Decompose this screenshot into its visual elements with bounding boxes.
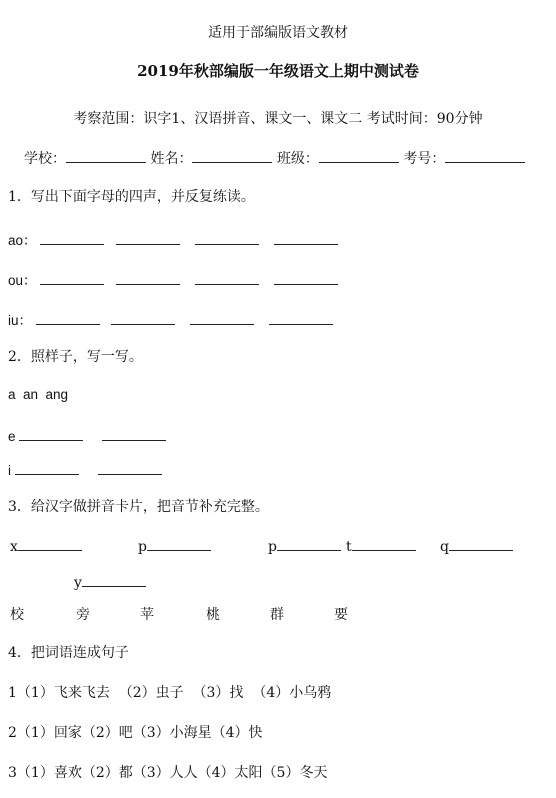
school-field[interactable] [66, 148, 146, 163]
initial-letter: t [346, 539, 352, 555]
exam-scope: 考察范围：识字1、汉语拼音、课文一、课文二 考试时间：90分钟 [73, 111, 483, 127]
q2-example: a an ang [8, 387, 69, 402]
syllable-card [138, 536, 211, 556]
initial-letter: p [138, 539, 147, 555]
q4-heading: 4．把词语连成句子 [8, 645, 129, 661]
hanzi-char: 校 [10, 607, 24, 623]
answer-blank[interactable] [40, 230, 104, 245]
syllable-blank[interactable] [147, 536, 211, 551]
answer-blank[interactable] [274, 270, 338, 285]
student-info-line [24, 148, 525, 168]
hanzi-char: 桃 [206, 607, 220, 623]
syllable-card [10, 536, 82, 556]
hanzi-char: 旁 [76, 607, 90, 623]
initial-letter: y [74, 575, 82, 591]
syllable-blank[interactable] [352, 536, 416, 551]
q3-heading: 3．给汉字做拼音卡片，把音节补充完整。 [8, 499, 269, 515]
answer-blank[interactable] [195, 270, 259, 285]
q4-item: 2（1）回家（2）吧（3）小海星（4）快 [8, 725, 263, 741]
q1-row [8, 310, 333, 330]
name-field[interactable] [192, 148, 272, 163]
name-label: 姓名： [150, 151, 193, 167]
syllable-card [346, 536, 416, 556]
exam-number-label: 考号： [403, 151, 446, 167]
answer-blank[interactable] [98, 460, 162, 475]
q4-item: 1（1）飞来飞去 （2）虫子 （3）找 （4）小乌鸦 [8, 685, 332, 701]
q1-row-label: iu： [8, 313, 33, 328]
school-label: 学校： [24, 151, 66, 167]
syllable-card [440, 536, 513, 556]
answer-blank[interactable] [40, 270, 104, 285]
initial-letter: p [268, 539, 277, 555]
q2-row [8, 426, 166, 446]
answer-blank[interactable] [111, 310, 175, 325]
syllable-card [74, 572, 146, 592]
answer-blank[interactable] [190, 310, 254, 325]
answer-blank[interactable] [274, 230, 338, 245]
exam-number-field[interactable] [445, 148, 525, 163]
q1-row-label: ao： [8, 233, 37, 248]
document-subtitle: 适用于部编版语文教材 [208, 25, 348, 41]
q2-heading: 2．照样子，写一写。 [8, 349, 143, 365]
q4-item: 3（1）喜欢（2）都（3）人人（4）太阳（5）冬天 [8, 765, 328, 781]
q2-row-label: e [8, 429, 16, 444]
answer-blank[interactable] [116, 230, 180, 245]
q1-row [8, 270, 338, 290]
hanzi-char: 要 [334, 607, 348, 623]
syllable-card [268, 536, 341, 556]
hanzi-char: 苹 [140, 607, 154, 623]
syllable-blank[interactable] [277, 536, 341, 551]
document-title: 2019年秋部编版一年级语文上期中测试卷 [137, 62, 419, 80]
class-label: 班级： [276, 151, 319, 167]
q1-heading: 1．写出下面字母的四声，并反复练读。 [8, 189, 255, 205]
hanzi-char: 群 [270, 607, 284, 623]
q1-row-label: ou： [8, 273, 37, 288]
q2-row [8, 460, 162, 480]
answer-blank[interactable] [116, 270, 180, 285]
answer-blank[interactable] [19, 426, 83, 441]
q2-row-label: i [8, 463, 11, 478]
answer-blank[interactable] [36, 310, 100, 325]
answer-blank[interactable] [15, 460, 79, 475]
initial-letter: q [440, 539, 449, 555]
answer-blank[interactable] [195, 230, 259, 245]
answer-blank[interactable] [269, 310, 333, 325]
q1-row [8, 230, 338, 250]
syllable-blank[interactable] [18, 536, 82, 551]
initial-letter: x [10, 539, 18, 555]
syllable-blank[interactable] [82, 572, 146, 587]
class-field[interactable] [319, 148, 399, 163]
answer-blank[interactable] [102, 426, 166, 441]
syllable-blank[interactable] [449, 536, 513, 551]
